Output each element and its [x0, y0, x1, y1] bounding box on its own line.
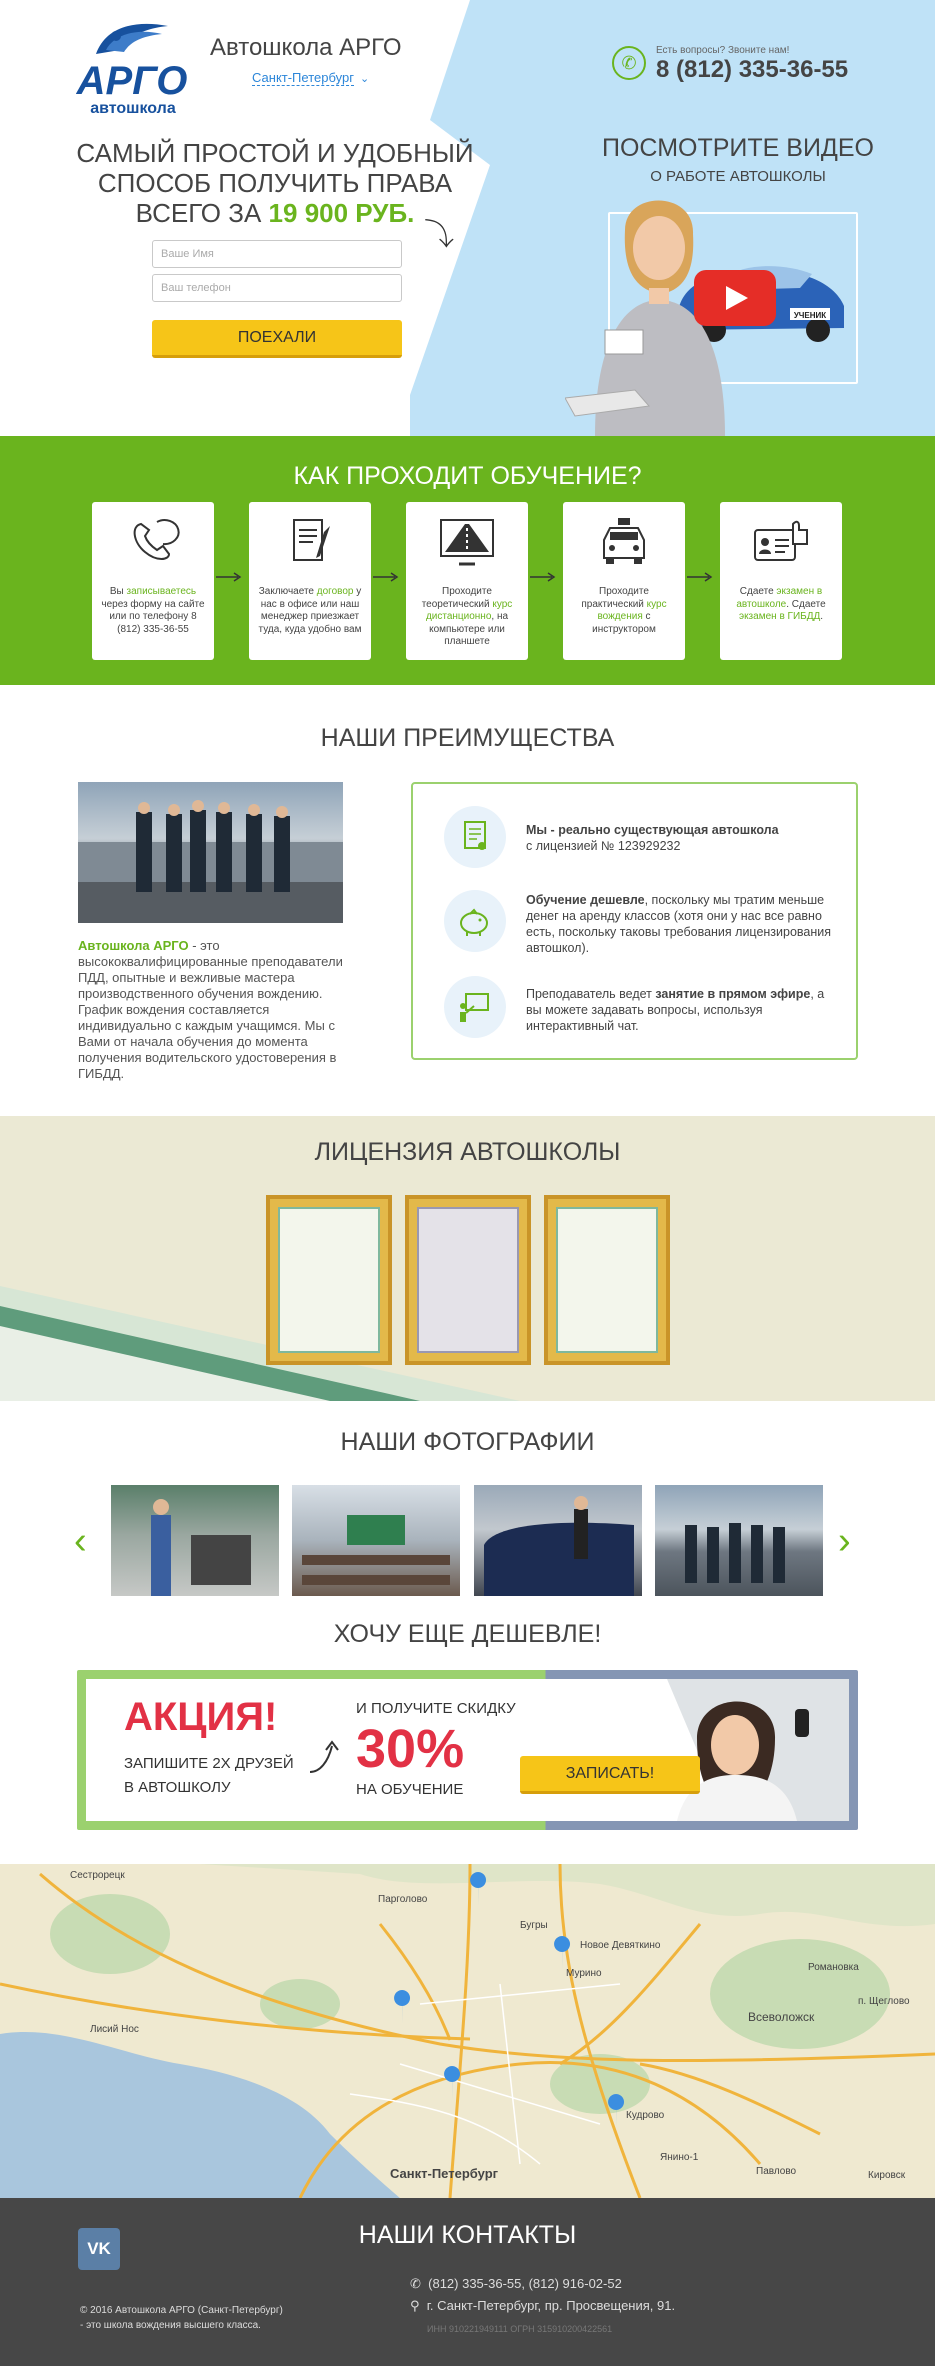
map-label: Янино-1 — [660, 2152, 699, 2163]
contacts-title: НАШИ КОНТАКТЫ — [358, 2221, 577, 2249]
advantages-title: НАШИ ПРЕИМУЩЕСТВА — [320, 724, 615, 752]
license-certificate[interactable] — [544, 1195, 670, 1365]
step-card-exam: Сдаете экзамен в автошколе. Сдаете экзамен в ГИБДД. — [720, 502, 842, 660]
chevron-down-icon[interactable]: ⌄ — [360, 73, 370, 85]
name-input[interactable]: Ваше Имя — [152, 240, 402, 268]
map-label: Новое Девяткино — [580, 1940, 661, 1951]
step-card-theory: Проходите теоретический курс дистанционно, на компьютере или планшете — [406, 502, 528, 660]
map-label: Мурино — [566, 1968, 602, 1979]
car-plate: УЧЕНИК — [793, 311, 827, 320]
step-card-driving: Проходите практический курс вождения с инструктором — [563, 502, 685, 660]
license-section — [0, 1116, 935, 1401]
curved-arrow-icon: ⤵ — [424, 219, 454, 252]
step-arrow-icon — [530, 572, 556, 582]
step-card-contract: Заключаете договор у нас в офисе или наш менеджер приезжает туда, куда удобно вам — [249, 502, 371, 660]
advantage-live-lesson: Преподаватель ведет занятие в прямом эфире, а вы можете задавать вопросы, используя интерактивный чат. — [431, 976, 841, 1046]
promo-badge: АКЦИЯ! — [124, 1695, 278, 1739]
school-name: Автошкола АРГО — [210, 34, 402, 61]
promo-woman-image — [607, 1679, 849, 1821]
advantage-real-school: Мы - реально существующая автошкола с лицензией № 123929232 — [431, 806, 841, 876]
logo-subtitle: автошкола — [90, 100, 176, 117]
promo-banner — [77, 1670, 858, 1830]
map-label: Лисий Нос — [90, 2024, 139, 2035]
map-label: Санкт-Петербург — [390, 2166, 499, 2181]
submit-button[interactable]: ПОЕХАЛИ — [152, 320, 402, 358]
map-label: Сестрорецк — [70, 1870, 125, 1881]
map[interactable] — [0, 1864, 935, 2198]
map-graphic — [0, 1864, 935, 2198]
city-selector[interactable]: Санкт-Петербург — [252, 70, 354, 85]
video-title: ПОСМОТРИТЕ ВИДЕО — [602, 134, 874, 162]
step-card-signup: Вы записываетесь через форму на сайте или по телефону 8 (812) 335-36-55 — [92, 502, 214, 660]
certificate-icon — [444, 806, 506, 868]
header-phone[interactable]: 8 (812) 335-36-55 — [656, 56, 849, 83]
map-label: Романовка — [808, 1962, 859, 1973]
contract-icon — [280, 516, 340, 568]
advantage-cheaper: Обучение дешевле, поскольку мы тратим меньше денег на аренду классов (хотя они у нас все равно есть, поскольку таковы требования лицензирования автошкол). — [431, 890, 841, 960]
chevron-left-icon[interactable]: ‹ — [74, 1520, 87, 1562]
hero-price: 19 900 РУБ. — [268, 198, 415, 228]
step-arrow-icon — [687, 572, 713, 582]
promo-discount-label: И ПОЛУЧИТЕ СКИДКУ — [356, 1700, 516, 1717]
curved-arrow-icon — [306, 1736, 346, 1776]
taxi-car-icon — [594, 516, 654, 568]
presentation-board-icon — [444, 976, 506, 1038]
map-label: Бугры — [520, 1920, 548, 1931]
map-label: Павлово — [756, 2166, 797, 2177]
promo-discount-note: НА ОБУЧЕНИЕ — [356, 1781, 464, 1798]
piggy-bank-icon — [444, 890, 506, 952]
hero-title: САМЫЙ ПРОСТОЙ И УДОБНЫЙ СПОСОБ ПОЛУЧИТЬ ПРАВА ВСЕГО ЗА 19 900 РУБ. — [76, 138, 474, 228]
phone-icon: ✆ — [612, 46, 646, 80]
phone-call-icon — [123, 516, 183, 568]
map-label: Парголово — [378, 1894, 428, 1905]
contact-phones[interactable]: ✆ (812) 335-36-55, (812) 916-02-52 — [410, 2276, 622, 2291]
chevron-right-icon[interactable]: › — [838, 1520, 851, 1562]
team-photo[interactable] — [78, 782, 343, 923]
video-subtitle: О РАБОТЕ АВТОШКОЛЫ — [650, 168, 826, 185]
photos-title: НАШИ ФОТОГРАФИИ — [340, 1428, 595, 1456]
promo-percent: 30% — [356, 1719, 465, 1779]
map-label: п. Щеглово — [858, 1996, 910, 2007]
license-certificate[interactable] — [266, 1195, 392, 1365]
team-description: Автошкола АРГО - это высококвалифицированные преподаватели ПДД, опытные и вежливые мастера производственного обучения вождению. График вождения составляется индивидуально с каждым учащимся. Мы с Вами от начала обучения до момента получения водительского удостоверения в ГИБДД. — [78, 938, 343, 1081]
map-label: Кировск — [868, 2170, 906, 2181]
gallery-photo[interactable] — [111, 1485, 279, 1596]
license-certificate[interactable] — [405, 1195, 531, 1365]
hero-section — [0, 0, 935, 436]
step-arrow-icon — [373, 572, 399, 582]
promo-signup-button[interactable]: ЗАПИСАТЬ! — [520, 1756, 700, 1794]
license-title: ЛИЦЕНЗИЯ АВТОШКОЛЫ — [314, 1138, 621, 1166]
gallery-photo[interactable] — [655, 1485, 823, 1596]
phone-icon: ✆ — [410, 2276, 421, 2291]
contact-address: ⚲ г. Санкт-Петербург, пр. Просвещения, 91. — [410, 2298, 676, 2313]
location-pin-icon: ⚲ — [410, 2298, 420, 2313]
vk-icon[interactable]: VK — [78, 2228, 120, 2270]
promo-title: ХОЧУ ЕЩЕ ДЕШЕВЛЕ! — [333, 1620, 602, 1648]
map-label: Кудрово — [626, 2110, 665, 2121]
gallery-photo[interactable] — [292, 1485, 460, 1596]
copyright: © 2016 Автошкола АРГО (Санкт-Петербург) - это школа вождения высшего класса. — [80, 2305, 283, 2331]
step-arrow-icon — [216, 572, 242, 582]
gallery-photo[interactable] — [474, 1485, 642, 1596]
promo-left-text: ЗАПИШИТЕ 2Х ДРУЗЕЙ В АВТОШКОЛУ — [124, 1755, 294, 1796]
steps-section — [0, 436, 935, 685]
map-label: Всеволожск — [748, 2010, 815, 2024]
phone-input[interactable]: Ваш телефон — [152, 274, 402, 302]
youtube-play-button[interactable] — [694, 270, 776, 326]
license-thumbs-up-icon — [751, 516, 811, 568]
advantages-box — [411, 782, 858, 1060]
steps-title: КАК ПРОХОДИТ ОБУЧЕНИЕ? — [293, 462, 642, 490]
phone-note: Есть вопросы? Звоните нам! — [656, 45, 790, 56]
legal-info: ИНН 910221949111 ОГРН 315910200422561 — [427, 2324, 613, 2334]
monitor-road-icon — [437, 516, 497, 568]
footer — [0, 2198, 935, 2366]
logo-word: АРГО — [76, 59, 188, 103]
